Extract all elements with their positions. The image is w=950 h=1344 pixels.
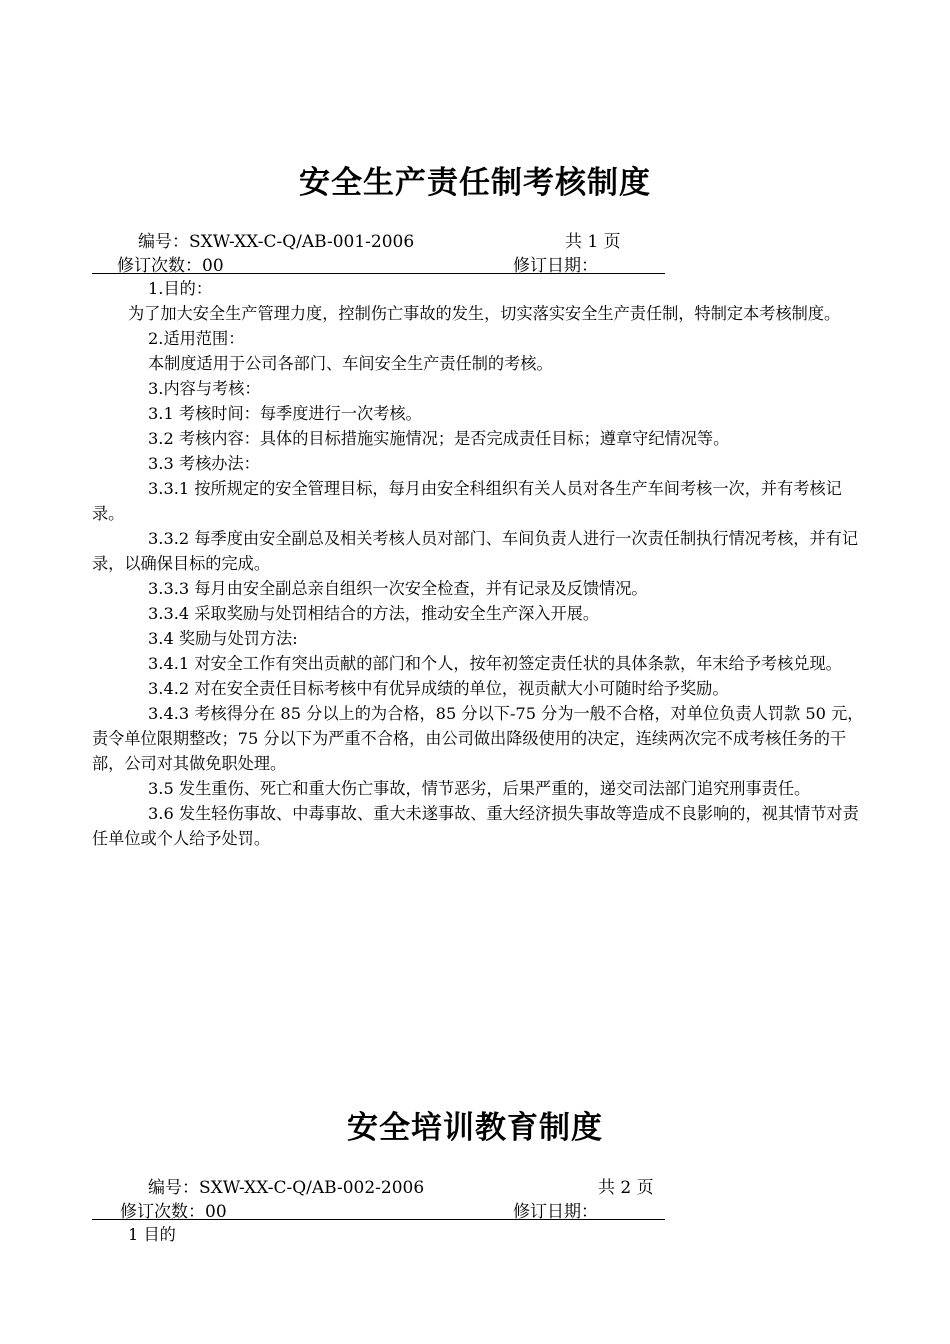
revision-date: 修订日期：: [513, 256, 598, 276]
paragraph: 3.5 发生重伤、死亡和重大伤亡事故，情节恶劣，后果严重的，递交司法部门追究刑事责任。: [148, 779, 811, 798]
document-number: 编号：SXW-XX-C-Q/AB-001-2006: [138, 232, 415, 252]
document-number: 编号：SXW-XX-C-Q/AB-002-2006: [148, 1178, 425, 1198]
document-body: [92, 1222, 870, 1247]
document-title: 安全生产责任制考核制度: [299, 165, 651, 201]
paragraph: 3.3.4 采取奖励与处罚相结合的方法，推动安全生产深入开展。: [148, 604, 600, 623]
revision-line: [92, 1197, 665, 1220]
section-heading: 2.适用范围：: [148, 329, 245, 348]
page-count: 共 2 页: [598, 1178, 654, 1198]
section-heading: 1.目的：: [148, 279, 213, 298]
paragraph: 3.4.1 对安全工作有突出贡献的部门和个人，按年初签定责任状的具体条款，年末给予考核兑现。: [148, 654, 842, 673]
revision-line: [92, 251, 665, 274]
document-body: [92, 276, 870, 851]
section-heading: 3.内容与考核：: [148, 379, 261, 398]
paragraph: 3.2 考核内容：具体的目标措施实施情况；是否完成责任目标；遵章守纪情况等。: [148, 429, 730, 448]
paragraph: 3.3.3 每月由安全副总亲自组织一次安全检查，并有记录及反馈情况。: [148, 579, 648, 598]
section-heading: 3.4 奖励与处罚方法:: [148, 629, 298, 648]
paragraph: 3.4.2 对在安全责任目标考核中有优异成绩的单位，视贡献大小可随时给予奖励。: [148, 679, 729, 698]
revision-count: 修订次数：00: [120, 1202, 227, 1222]
paragraph: 3.4.3 考核得分在 85 分以上的为合格，85 分以下-75 分为一般不合格，对单位负责人罚款 50 元，责令单位限期整改；75 分以下为严重不合格，由公司做出降级使用的决定，连续两次完不成考核任务的干部，公司对其做免职处理。: [92, 704, 864, 773]
paragraph: 3.6 发生轻伤事故、中毒事故、重大未遂事故、重大经济损失事故等造成不良影响的，视其情节对责任单位或个人给予处罚。: [92, 804, 859, 848]
page-count: 共 1 页: [565, 232, 621, 252]
paragraph: 3.1 考核时间：每季度进行一次考核。: [148, 404, 422, 423]
section-heading: 1 目的: [128, 1225, 176, 1244]
revision-count: 修订次数：00: [117, 256, 224, 276]
paragraph: 3.3.2 每季度由安全副总及相关考核人员对部门、车间负责人进行一次责任制执行情况考核，并有记录，以确保目标的完成。: [92, 529, 859, 573]
section-heading: 3.3 考核办法：: [148, 454, 260, 473]
paragraph: 为了加大安全生产管理力度，控制伤亡事故的发生，切实落实安全生产责任制，特制定本考核制度。: [128, 304, 841, 323]
document-title: 安全培训教育制度: [347, 1110, 603, 1146]
paragraph: 本制度适用于公司各部门、车间安全生产责任制的考核。: [148, 354, 553, 373]
paragraph: 3.3.1 按所规定的安全管理目标，每月由安全科组织有关人员对各生产车间考核一次，并有考核记录。: [92, 479, 842, 523]
revision-date: 修订日期：: [513, 1202, 598, 1222]
